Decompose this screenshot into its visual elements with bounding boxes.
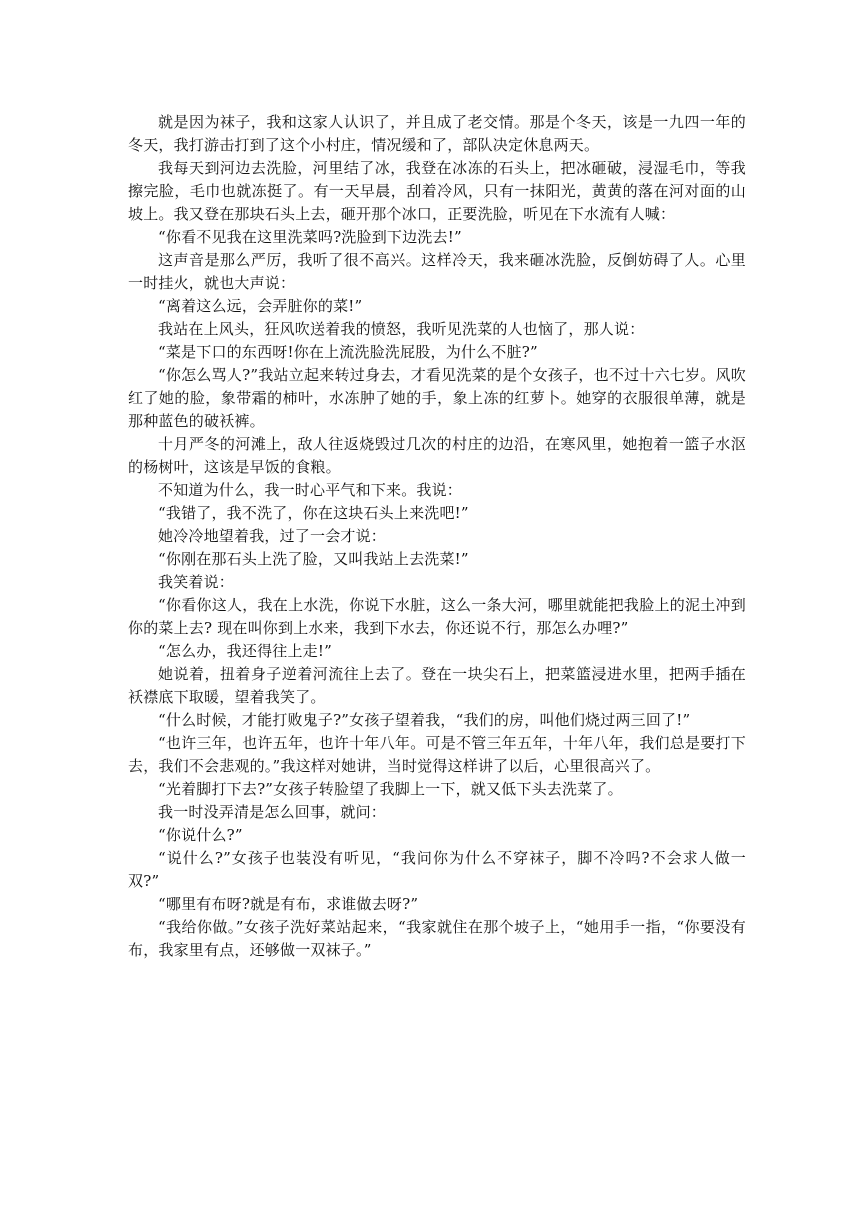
paragraph: 十月严冬的河滩上，敌人往返烧毁过几次的村庄的边沿，在寒风里，她抱着一篮子水沤的杨树叶，这该是早饭的食粮。 [128,435,746,476]
paragraph: “光着脚打下去?”女孩子转脸望了我脚上一下，就又低下头去洗菜了。 [158,780,623,798]
paragraph: 她冷冷地望着我，过了一会才说： [158,527,387,545]
paragraph: 我笑着说： [158,573,235,591]
paragraph: “怎么办，我还得往上走!” [158,642,332,660]
paragraph: “我错了，我不洗了，你在这块石头上来洗吧!” [158,504,469,522]
paragraph: 她说着，扭着身子逆着河流往上去了。登在一块尖石上，把菜篮浸进水里，把两手插在袄襟底下取暖，望着我笑了。 [128,665,746,706]
paragraph: “你看你这人，我在上水洗，你说下水脏，这么一条大河，哪里就能把我脸上的泥土冲到你的菜上去? 现在叫你到上水来，我到下水去，你还说不行，那怎么办哩?” [128,596,746,637]
paragraph: “说什么?”女孩子也装没有听见，“我问你为什么不穿袜子，脚不冷吗?不会求人做一双?” [128,849,746,890]
story-text [128,111,746,962]
paragraph: 就是因为袜子，我和这家人认识了，并且成了老交情。那是个冬天，该是一九四一年的冬天，我打游击打到了这个小村庄，情况缓和了，部队决定休息两天。 [128,113,746,154]
paragraph: “也许三年，也许五年，也许十年八年。可是不管三年五年，十年八年，我们总是要打下去，我们不会悲观的。”我这样对她讲，当时觉得这样讲了以后，心里很高兴了。 [128,734,746,775]
paragraph: “你怎么骂人?”我站立起来转过身去，才看见洗菜的是个女孩子，也不过十六七岁。风吹红了她的脸，象带霜的柿叶，水冻肿了她的手，象上冻的红萝卜。她穿的衣服很单薄，就是那种蓝色的破袄裤。 [128,366,746,430]
paragraph: 我一时没弄清是怎么回事，就问： [158,803,387,821]
paragraph: “你看不见我在这里洗菜吗?洗脸到下边洗去!” [158,228,462,246]
paragraph: “我给你做。”女孩子洗好菜站起来，“我家就住在那个坡子上，“她用手一指，“你要没有布，我家里有点，还够做一双袜子。” [128,918,746,959]
paragraph: 我站在上风头，狂风吹送着我的愤怒，我听见洗菜的人也恼了，那人说： [158,320,645,338]
paragraph: 不知道为什么，我一时心平气和下来。我说： [158,481,463,499]
paragraph: “离着这么远，会弄脏你的菜!” [158,297,363,315]
paragraph: “你刚在那石头上洗了脸，又叫我站上去洗菜!” [158,550,469,568]
paragraph: “你说什么?” [158,826,243,844]
paragraph: “哪里有布呀?就是有布，求谁做去呀?” [158,895,419,913]
paragraph: “菜是下口的东西呀!你在上流洗脸洗屁股，为什么不脏?” [158,343,538,361]
paragraph: 我每天到河边去洗脸，河里结了冰，我登在冰冻的石头上，把冰砸破，浸湿毛巾，等我擦完脸，毛巾也就冻挺了。有一天早晨，刮着冷风，只有一抹阳光，黄黄的落在河对面的山坡上。我又登在那块石头上去，砸开那个冰口，正要洗脸，听见在下水流有人喊： [128,159,746,223]
paragraph: “什么时候，才能打败鬼子?”女孩子望着我，“我们的房，叫他们烧过两三回了!” [158,711,691,729]
paragraph: 这声音是那么严厉，我听了很不高兴。这样冷天，我来砸冰洗脸，反倒妨碍了人。心里一时挂火，就也大声说： [128,251,746,292]
